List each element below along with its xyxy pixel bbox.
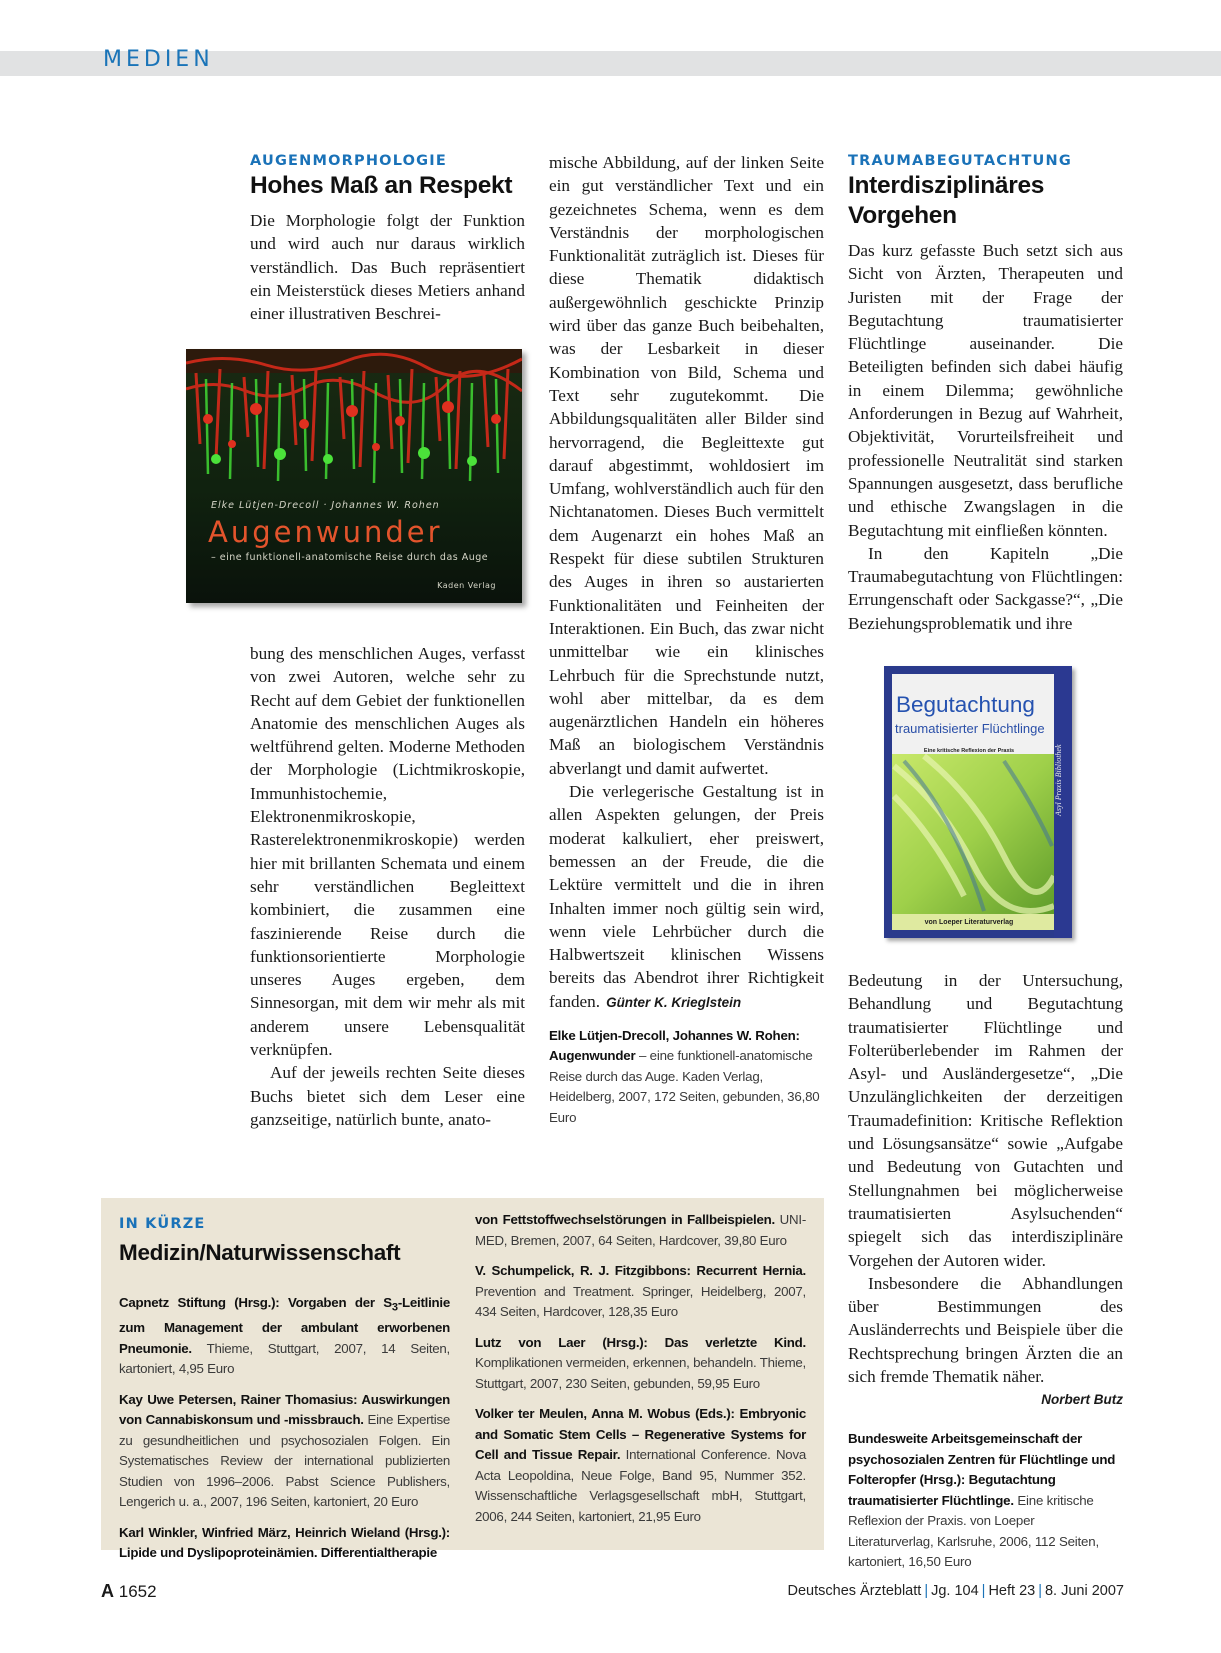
article2-kicker: TRAUMABEGUTACHTUNG bbox=[848, 153, 1072, 169]
infobox-entry bbox=[119, 1523, 450, 1564]
cover2-subtitle: traumatisierter Flüchtlinge bbox=[895, 721, 1045, 736]
article1-ref-title: Elke Lütjen-Drecoll, Johannes W. Rohen: Augenwunder bbox=[549, 1027, 800, 1064]
entry-title: Karl Winkler, Winfried März, Heinrich Wieland (Hrsg.): Lipide und Dyslipoproteinämien. Differentialtherapie bbox=[119, 1524, 450, 1561]
infobox-column-right bbox=[475, 1210, 806, 1537]
entry-title: Kay Uwe Petersen, Rainer Thomasius: Auswirkungen von Cannabiskonsum und -missbrauch. bbox=[119, 1391, 450, 1428]
section-label: MEDIEN bbox=[103, 47, 214, 72]
article2-paragraph: Das kurz gefasste Buch setzt sich aus Sicht von Ärzten, Therapeuten und Juristen mit der Frage der Begutachtung traumatisierter Flüchtlinge auseinander. Die Beteiligten befinden sich dabei häufig in einem Dilemma; gewöhnliche Anforderungen in Bezug auf Wahrheit, Objektivität, Vorurteilsfreiheit und professionelle Neutralität sind starken Spannungen ausgesetzt, dass berufliche und ethische Zwangslagen in die Begutachtung mit einfließen könnten. bbox=[848, 241, 1123, 540]
article1-column1-continued bbox=[250, 642, 525, 1131]
article1-author: Günter K. Krieglstein bbox=[606, 994, 742, 1010]
journal-issue: Heft 23 bbox=[988, 1583, 1036, 1599]
entry-title-cont: -Leitlinie zum Management der ambulant erworbenen Pneumonie. bbox=[119, 1295, 450, 1356]
article1-paragraph-text: Die verlegerische Gestaltung ist in allen Aspekten gelungen, der Preis moderat kalkuliert, eher preiswert, bemessen an der Freude, die die Lektüre vermittelt und die in ihren Inhalten immer noch gültig sein wird, wenn viele Lehrbücher durch die Halbwertszeit klinischen Wissens bereits das Abendrot ihrer Richtigkeit fanden. bbox=[549, 782, 824, 1011]
entry-details: Thieme, Stuttgart, 2007, 14 Seiten, kartoniert, 4,95 Euro bbox=[119, 1340, 450, 1377]
journal-info bbox=[788, 1583, 1124, 1599]
entry-title: V. Schumpelick, R. J. Fitzgibbons: Recurrent Hernia. bbox=[475, 1263, 806, 1278]
cover-publisher: Kaden Verlag bbox=[437, 581, 496, 590]
infobox-entry bbox=[475, 1404, 806, 1527]
page-number bbox=[101, 1581, 157, 1602]
article1-column2 bbox=[549, 151, 824, 1128]
infobox-title: Medizin/Naturwissenschaft bbox=[119, 1240, 401, 1265]
entry-details: Komplikationen vermeiden, erkennen, behandeln. Thieme, Stuttgart, 2007, 230 Seiten, gebunden, 59,95 Euro bbox=[475, 1355, 806, 1391]
article1-column1 bbox=[250, 153, 525, 325]
eye-tissue-image bbox=[186, 349, 522, 603]
article2-column-continued bbox=[848, 969, 1123, 1573]
cover-authors: Elke Lütjen-Drecoll · Johannes W. Rohen bbox=[211, 500, 440, 511]
entry-details: International Conference. Nova Acta Leopoldina, Neue Folge, Band 95, Nummer 352. Wissenschaftliche Verlagsgesellschaft mbH, Stuttgart, 2006, 244 Seiten, kartoniert, 21,95 Euro bbox=[475, 1447, 806, 1524]
article2-paragraph: Bedeutung in der Untersuchung, Behandlung und Begutachtung traumatisierter Flüchtlinge und Folterüberlebender im Rahmen der Asyl- und Ausländergesetze“, „Die Unzulänglichkeiten der derzeitigen Traumadefinition: Kritische Reflektion und Lösungsansätze“ sowie „Aufgabe und Bedeutung von Gutachten und Stellungnahmen bei möglicherweise traumatisierten Asylsuchenden“ spiegelt sich das interdisziplinäre Vorgehen der Autoren wider. bbox=[848, 971, 1123, 1270]
infobox-kicker: IN KÜRZE bbox=[119, 1216, 206, 1232]
article2-author: Norbert Butz bbox=[1041, 1392, 1123, 1408]
separator: | bbox=[1038, 1583, 1042, 1599]
entry-subscript: 3 bbox=[391, 1301, 398, 1314]
in-kuerze-box bbox=[101, 1198, 824, 1561]
article1-kicker: AUGENMORPHOLOGIE bbox=[250, 153, 447, 169]
cover2-publisher: von Loeper Literaturverlag bbox=[924, 919, 1014, 926]
article1-paragraph: mische Abbildung, auf der linken Seite ein gut verständlicher Text und ein gezeichnetes Schema, wenn es dem Verständnis der morphologischen Funktionalität zuträglich ist. Dieses für diese Thematik didaktisch außergewöhnlich geschickte Prinzip wird über das ganze Buch beibehalten, was der Lesbarkeit in dieser Kombination von Bild, Schema und Text sehr zugutekommt. Die Abbildungsqualitäten aller Bilder sind hervorragend, die Begleittexte gut darauf abgestimmt, wohldosiert im Umfang, wohlverständlich auch für den Nichtanatomen. Dieses Buch vermittelt dem Augenarzt ein hohes Maß an Respekt für diese subtilen Strukturen des Auges in ihren so austarierten Funktionalitäten und Feinheiten der Interaktionen. Ein Buch, das zwar nicht unmittelbar wie ein klinisches Lehrbuch für die Sprechstunde nutzt, wohl aber mittelbar, da es dem augenärztlichen Handeln ein höheres Maß an biologischem Verständnis abverlangt und damit aufwertet. bbox=[549, 153, 824, 778]
infobox-entry bbox=[119, 1390, 450, 1513]
journal-date: 8. Juni 2007 bbox=[1044, 1583, 1124, 1599]
article1-title: Hohes Maß an Respekt bbox=[250, 172, 513, 199]
cover-subtitle: – eine funktionell-anatomische Reise durch das Auge bbox=[211, 552, 489, 563]
separator: | bbox=[981, 1583, 986, 1599]
book-cover-augenwunder bbox=[186, 349, 522, 603]
infobox-entry bbox=[475, 1210, 806, 1251]
article2-column bbox=[848, 153, 1123, 635]
infobox-column-left bbox=[119, 1293, 450, 1574]
article1-book-reference bbox=[549, 1026, 824, 1129]
separator: | bbox=[924, 1583, 929, 1599]
article1-paragraph: bung des menschlichen Auges, verfasst von zwei Autoren, welche sehr zu Recht auf dem Gebiet der funktionellen Anatomie des menschlichen Auges als weltführend gelten. Moderne Methoden der Morphologie (Lichtmikroskopie, Immunhistochemie, Elektronenmikroskopie, Rasterelektronenmikroskopie) werden hier mit brillanten Schemata und einem sehr verständlichen Begleittext kombiniert, die zusammen eine faszinierende Reise durch die funktionsorientierte Morphologie unseres Auges ergeben, dem Sinnesorgan, mit dem wir mehr als mit anderem unsere Lebensqualität verknüpfen. bbox=[250, 644, 525, 1060]
article1-ref-details: – eine funktionell-anatomische Reise durch das Auge. Kaden Verlag, Heidelberg, 2007, 172 Seiten, gebunden, 36,80 Euro bbox=[549, 1048, 820, 1125]
infobox-entry bbox=[475, 1333, 806, 1395]
journal-name: Deutsches Ärzteblatt bbox=[787, 1583, 922, 1599]
article2-title: Interdisziplinäres Vorgehen bbox=[848, 172, 1045, 229]
article2-paragraph: Insbesondere die Abhandlungen über Bestimmungen des Ausländerrechts und Beispiele über die Rechtsprechung bringen Ärzten die an sich fremde Thematik näher. bbox=[848, 1273, 1123, 1387]
infobox-entry bbox=[119, 1293, 450, 1380]
article2-book-reference bbox=[848, 1429, 1123, 1573]
entry-title: Volker ter Meulen, Anna M. Wobus (Eds.): Embryonic and Somatic Stem Cells – Regenerative Systems for Cell and Tissue Repair. bbox=[475, 1406, 806, 1462]
cover-title: Augenwunder bbox=[208, 515, 443, 549]
cover2-tagline: Eine kritische Reflexion der Praxis bbox=[923, 748, 1015, 754]
book-cover-begutachtung bbox=[884, 666, 1072, 938]
cover2-title: Begutachtung bbox=[896, 692, 1035, 717]
journal-volume: Jg. 104 bbox=[931, 1583, 979, 1599]
page-number-value: 1652 bbox=[118, 1582, 157, 1601]
entry-details: Prevention and Treatment. Springer, Heidelberg, 2007, 434 Seiten, Hardcover, 128,35 Euro bbox=[475, 1283, 806, 1319]
article2-paragraph: In den Kapiteln „Die Traumabegutachtung von Flüchtlingen: Errungenschaft oder Sackgasse?“, „Die Beziehungsproblematik und ihre bbox=[848, 543, 1123, 633]
infobox-entry bbox=[475, 1261, 806, 1323]
entry-details: UNI-MED, Bremen, 2007, 64 Seiten, Hardcover, 39,80 Euro bbox=[475, 1212, 806, 1248]
article1-paragraph bbox=[549, 780, 824, 1014]
article2-ref-details: Eine kritische Reflexion der Praxis. von Loeper Literaturverlag, Karlsruhe, 2006, 112 Seiten, kartoniert, 16,50 Euro bbox=[848, 1492, 1099, 1570]
entry-details: Eine Expertise zu gesundheitlichen und psychosozialen Folgen. Ein Systematisches Review der international publizierten Studien von 1996–2006. Pabst Science Publishers, Lengerich u. a., 2007, 196 Seiten, kartoniert, 20 Euro bbox=[119, 1412, 450, 1510]
entry-title: von Fettstoffwechselstörungen in Fallbeispielen. bbox=[475, 1212, 775, 1227]
article1-paragraph: Auf der jeweils rechten Seite dieses Buchs bietet sich dem Leser eine ganzseitige, natürlich bunte, anato- bbox=[250, 1063, 525, 1129]
article2-ref-title: Bundesweite Arbeitsgemeinschaft der psychosozialen Zentren für Flüchtlinge und Folteropfer (Hrsg.): Begutachtung traumatisierter Flüchtlinge. bbox=[848, 1431, 1116, 1508]
entry-title: Capnetz Stiftung (Hrsg.): Vorgaben der S bbox=[119, 1295, 392, 1310]
article1-paragraph: Die Morphologie folgt der Funktion und wird auch nur daraus wirklich verständlich. Das Buch repräsentiert ein Meisterstück dieses Metiers anhand einer illustrativen Beschrei- bbox=[250, 211, 525, 324]
cover2-series: Asyl Praxis Bibliothek bbox=[1054, 744, 1063, 816]
page-letter: A bbox=[101, 1581, 114, 1601]
entry-title: Lutz von Laer (Hrsg.): Das verletzte Kind. bbox=[475, 1334, 806, 1350]
